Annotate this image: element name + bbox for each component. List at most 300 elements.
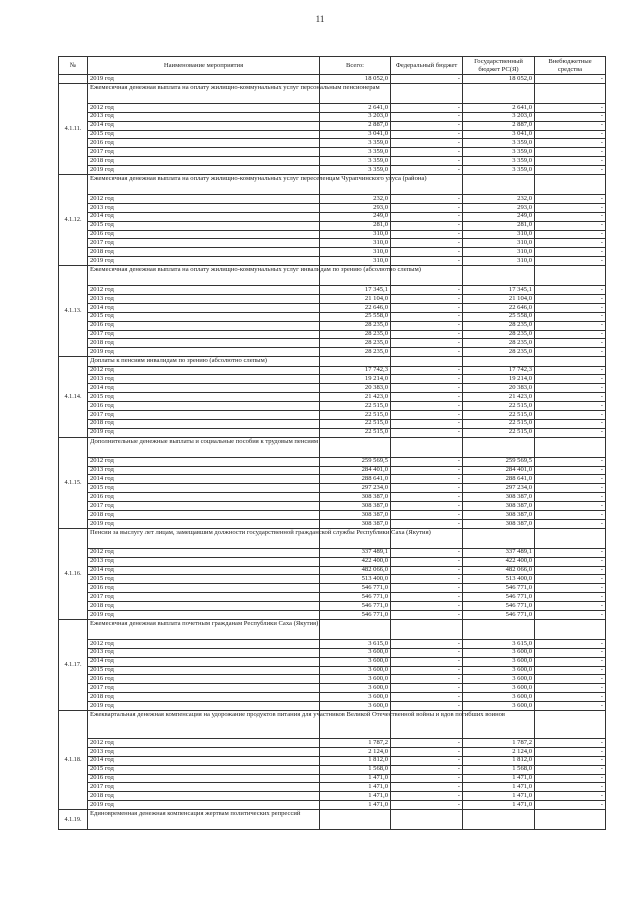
row-federal: - [391,121,463,130]
row-extra: - [535,657,606,666]
row-year: 2016 год [88,139,320,148]
row-extra: - [535,112,606,121]
table-row [59,303,606,312]
row-code-cell [59,75,88,84]
table-row [59,112,606,121]
row-total: 25 558,0 [320,312,391,321]
row-federal: - [391,212,463,221]
row-extra: - [535,348,606,357]
row-federal: - [391,393,463,402]
row-state: 22 515,0 [463,410,535,419]
row-extra: - [535,203,606,212]
row-federal: - [391,112,463,121]
row-year: 2018 год [88,248,320,257]
row-year: 2015 год [88,765,320,774]
table-row [59,428,606,437]
row-extra: - [535,666,606,675]
row-state: 293,0 [463,203,535,212]
row-federal: - [391,666,463,675]
row-extra: - [535,230,606,239]
row-state: 297 234,0 [463,484,535,493]
row-federal: - [391,339,463,348]
row-extra: - [535,303,606,312]
table-row [59,139,606,148]
row-federal: - [391,203,463,212]
row-extra: - [535,519,606,528]
row-state: 21 104,0 [463,295,535,304]
row-total: 3 359,0 [320,157,391,166]
row-federal: - [391,330,463,339]
section-code: 4.1.11. [59,83,88,174]
row-extra: - [535,584,606,593]
header-name: Наименование мероприятия [88,57,320,75]
row-federal: - [391,195,463,204]
table-row [59,375,606,384]
row-federal: - [391,702,463,711]
table-row [59,783,606,792]
row-extra: - [535,684,606,693]
row-total: 3 600,0 [320,693,391,702]
section-title-empty-cell [463,437,535,457]
row-total: 308 387,0 [320,502,391,511]
row-state: 25 558,0 [463,312,535,321]
row-extra: - [535,410,606,419]
table-row [59,166,606,175]
row-year: 2014 год [88,657,320,666]
row-total: 288 641,0 [320,475,391,484]
row-state: 3 600,0 [463,657,535,666]
row-year: 2013 год [88,375,320,384]
row-total: 3 600,0 [320,702,391,711]
row-extra: - [535,610,606,619]
row-total: 22 515,0 [320,428,391,437]
table-row [59,330,606,339]
row-year: 2017 год [88,502,320,511]
row-federal: - [391,366,463,375]
row-federal: - [391,248,463,257]
table-row [59,484,606,493]
row-year: 2012 год [88,639,320,648]
row-federal: - [391,375,463,384]
row-total: 293,0 [320,203,391,212]
row-federal: - [391,801,463,810]
table-row [59,257,606,266]
table-row [59,384,606,393]
row-year: 2012 год [88,739,320,748]
row-extra: - [535,75,606,84]
row-extra: - [535,566,606,575]
row-total: 3 203,0 [320,112,391,121]
row-total: 2 641,0 [320,103,391,112]
table-row [59,519,606,528]
row-state: 310,0 [463,230,535,239]
row-federal: - [391,286,463,295]
section-title-row [59,437,606,457]
row-state: 28 235,0 [463,348,535,357]
row-year: 2016 год [88,584,320,593]
row-state: 18 052,0 [463,75,535,84]
row-extra: - [535,157,606,166]
row-state: 3 600,0 [463,666,535,675]
row-federal: - [391,693,463,702]
table-row [59,321,606,330]
section-code: 4.1.15. [59,437,88,528]
row-year: 2015 год [88,575,320,584]
table-row [59,801,606,810]
header-num: № [59,57,88,75]
row-total: 3 359,0 [320,139,391,148]
section-title-empty-cell [535,711,606,739]
table-row [59,157,606,166]
row-state: 3 600,0 [463,693,535,702]
row-year: 2015 год [88,484,320,493]
section-title-row [59,266,606,286]
row-year: 2013 год [88,648,320,657]
section-title-empty-cell [320,357,391,366]
section-code: 4.1.13. [59,266,88,357]
table-row [59,493,606,502]
row-federal: - [391,648,463,657]
row-extra: - [535,648,606,657]
section-title-empty-cell [391,619,463,639]
row-federal: - [391,493,463,502]
row-total: 1 787,2 [320,739,391,748]
row-year: 2012 год [88,103,320,112]
row-total: 3 600,0 [320,666,391,675]
row-federal: - [391,303,463,312]
row-federal: - [391,484,463,493]
row-year: 2018 год [88,339,320,348]
row-federal: - [391,475,463,484]
row-total: 1 471,0 [320,783,391,792]
row-total: 3 600,0 [320,648,391,657]
section-code: 4.1.16. [59,528,88,619]
row-federal: - [391,593,463,602]
row-federal: - [391,548,463,557]
section-title-empty-cell [463,83,535,103]
table-row [59,566,606,575]
row-extra: - [535,339,606,348]
row-total: 1 471,0 [320,792,391,801]
row-federal: - [391,675,463,684]
section-title: Ежемесячная денежная выплата на оплату жилищно-коммунальных услуг персональным пенсионерам [88,83,320,103]
table-row [59,239,606,248]
row-state: 310,0 [463,257,535,266]
row-extra: - [535,557,606,566]
table-row [59,248,606,257]
row-total: 422 400,0 [320,557,391,566]
row-state: 308 387,0 [463,519,535,528]
row-federal: - [391,230,463,239]
row-extra: - [535,756,606,765]
section-title-empty-cell [463,266,535,286]
table-row [59,548,606,557]
row-total: 482 066,0 [320,566,391,575]
row-total: 3 359,0 [320,148,391,157]
row-year: 2013 год [88,557,320,566]
row-total: 3 600,0 [320,675,391,684]
section-code: 4.1.19. [59,810,88,830]
row-state: 3 041,0 [463,130,535,139]
table-row [59,739,606,748]
section-code: 4.1.17. [59,619,88,710]
row-state: 281,0 [463,221,535,230]
row-extra: - [535,248,606,257]
row-extra: - [535,502,606,511]
row-total: 21 104,0 [320,295,391,304]
row-total: 310,0 [320,257,391,266]
row-extra: - [535,484,606,493]
row-extra: - [535,166,606,175]
section-title-empty-cell [463,357,535,366]
row-total: 2 124,0 [320,747,391,756]
row-federal: - [391,239,463,248]
row-federal: - [391,756,463,765]
row-total: 3 359,0 [320,166,391,175]
row-federal: - [391,783,463,792]
row-extra: - [535,475,606,484]
row-state: 310,0 [463,239,535,248]
row-total: 3 600,0 [320,684,391,693]
row-extra: - [535,286,606,295]
row-total: 546 771,0 [320,610,391,619]
table-row [59,747,606,756]
row-year: 2019 год [88,75,320,84]
table-row [59,457,606,466]
row-year: 2013 год [88,295,320,304]
row-state: 3 203,0 [463,112,535,121]
table-row [59,648,606,657]
row-state: 546 771,0 [463,584,535,593]
row-extra: - [535,212,606,221]
section-title-empty-cell [535,266,606,286]
row-state: 308 387,0 [463,510,535,519]
row-state: 3 600,0 [463,684,535,693]
row-extra: - [535,593,606,602]
row-extra: - [535,747,606,756]
row-year: 2014 год [88,384,320,393]
row-federal: - [391,774,463,783]
row-extra: - [535,239,606,248]
row-total: 1 471,0 [320,801,391,810]
row-extra: - [535,402,606,411]
row-state: 3 615,0 [463,639,535,648]
row-year: 2016 год [88,402,320,411]
row-extra: - [535,675,606,684]
row-year: 2019 год [88,348,320,357]
row-year: 2016 год [88,675,320,684]
row-state: 1 787,2 [463,739,535,748]
row-extra: - [535,295,606,304]
table-row [59,402,606,411]
row-state: 422 400,0 [463,557,535,566]
row-year: 2015 год [88,221,320,230]
row-total: 310,0 [320,248,391,257]
section-title-empty-cell [535,175,606,195]
section-title: Единовременная денежная компенсация жертвам политических репрессий [88,810,320,830]
row-year: 2014 год [88,756,320,765]
row-state: 3 600,0 [463,702,535,711]
row-total: 1 568,0 [320,765,391,774]
table-row [59,366,606,375]
table-row [59,756,606,765]
row-total: 232,0 [320,195,391,204]
row-state: 3 359,0 [463,139,535,148]
row-year: 2018 год [88,157,320,166]
table-row [59,195,606,204]
row-extra: - [535,130,606,139]
row-total: 310,0 [320,239,391,248]
row-year: 2016 год [88,493,320,502]
row-federal: - [391,575,463,584]
table-row [59,765,606,774]
row-total: 22 646,0 [320,303,391,312]
table-row [59,103,606,112]
row-state: 1 471,0 [463,801,535,810]
row-federal: - [391,103,463,112]
section-title-row [59,711,606,739]
row-total: 20 383,0 [320,384,391,393]
row-state: 308 387,0 [463,502,535,511]
section-title-empty-cell [463,528,535,548]
row-extra: - [535,765,606,774]
row-year: 2017 год [88,148,320,157]
row-federal: - [391,584,463,593]
row-state: 1 471,0 [463,774,535,783]
row-year: 2015 год [88,666,320,675]
row-total: 259 569,5 [320,457,391,466]
section-title-empty-cell [320,437,391,457]
section-title-empty-cell [463,810,535,830]
row-year: 2016 год [88,321,320,330]
table-row [59,393,606,402]
row-extra: - [535,375,606,384]
section-title-row [59,175,606,195]
row-state: 2 887,0 [463,121,535,130]
table-row [59,666,606,675]
row-extra: - [535,257,606,266]
row-federal: - [391,684,463,693]
row-federal: - [391,457,463,466]
row-total: 308 387,0 [320,519,391,528]
table-row [59,602,606,611]
section-title: Дополнительные денежные выплаты и социальные пособия к трудовым пенсиям [88,437,320,457]
row-total: 18 052,0 [320,75,391,84]
row-federal: - [391,657,463,666]
row-federal: - [391,157,463,166]
row-extra: - [535,602,606,611]
row-federal: - [391,602,463,611]
section-title-empty-cell [463,619,535,639]
row-state: 288 641,0 [463,475,535,484]
row-state: 546 771,0 [463,602,535,611]
row-federal: - [391,519,463,528]
table-row [59,286,606,295]
section-title: Ежемесячная денежная выплата на оплату жилищно-коммунальных услуг инвалидам по зрению (абсолютно слепым) [88,266,320,286]
row-total: 3 615,0 [320,639,391,648]
row-extra: - [535,121,606,130]
row-total: 17 742,3 [320,366,391,375]
table-row [59,584,606,593]
row-total: 28 235,0 [320,321,391,330]
row-total: 21 423,0 [320,393,391,402]
row-state: 308 387,0 [463,493,535,502]
row-year: 2019 год [88,257,320,266]
row-state: 28 235,0 [463,321,535,330]
section-title: Ежемесячная денежная выплата почетным гражданам Республики Саха (Якутия) [88,619,320,639]
row-year: 2019 год [88,428,320,437]
row-federal: - [391,312,463,321]
row-state: 21 423,0 [463,393,535,402]
header-extra: Внебюджетные средства [535,57,606,75]
row-state: 20 383,0 [463,384,535,393]
table-row [59,575,606,584]
row-extra: - [535,312,606,321]
section-title-row [59,810,606,830]
table-row [59,702,606,711]
row-federal: - [391,557,463,566]
row-total: 28 235,0 [320,348,391,357]
table-row [59,348,606,357]
row-state: 28 235,0 [463,339,535,348]
row-year: 2018 год [88,693,320,702]
row-year: 2013 год [88,747,320,756]
row-year: 2019 год [88,801,320,810]
section-title-empty-cell [391,83,463,103]
section-title-empty-cell [391,810,463,830]
row-federal: - [391,792,463,801]
row-total: 2 887,0 [320,121,391,130]
section-title: Пенсии за выслугу лет лицам, замещавшим должности государственной гражданской службы Республики Саха (Якутия) [88,528,320,548]
row-state: 482 066,0 [463,566,535,575]
row-state: 22 515,0 [463,402,535,411]
row-year: 2014 год [88,121,320,130]
row-federal: - [391,510,463,519]
row-total: 308 387,0 [320,510,391,519]
row-year: 2012 год [88,457,320,466]
table-row [59,130,606,139]
row-year: 2018 год [88,602,320,611]
row-federal: - [391,739,463,748]
section-title-empty-cell [535,619,606,639]
table-row [59,212,606,221]
row-federal: - [391,139,463,148]
section-code: 4.1.18. [59,711,88,810]
row-total: 308 387,0 [320,493,391,502]
header-total: Всего: [320,57,391,75]
section-title-empty-cell [320,619,391,639]
section-code: 4.1.14. [59,357,88,437]
row-state: 310,0 [463,248,535,257]
table-row [59,502,606,511]
row-state: 1 812,0 [463,756,535,765]
section-title-empty-cell [535,357,606,366]
row-year: 2019 год [88,702,320,711]
row-year: 2013 год [88,466,320,475]
table-row [59,639,606,648]
row-extra: - [535,792,606,801]
row-federal: - [391,384,463,393]
table-row [59,148,606,157]
row-total: 3 600,0 [320,657,391,666]
table-header-row [59,57,606,75]
row-state: 17 345,1 [463,286,535,295]
row-extra: - [535,739,606,748]
row-state: 284 401,0 [463,466,535,475]
table-row [59,693,606,702]
section-title-empty-cell [391,437,463,457]
row-federal: - [391,295,463,304]
